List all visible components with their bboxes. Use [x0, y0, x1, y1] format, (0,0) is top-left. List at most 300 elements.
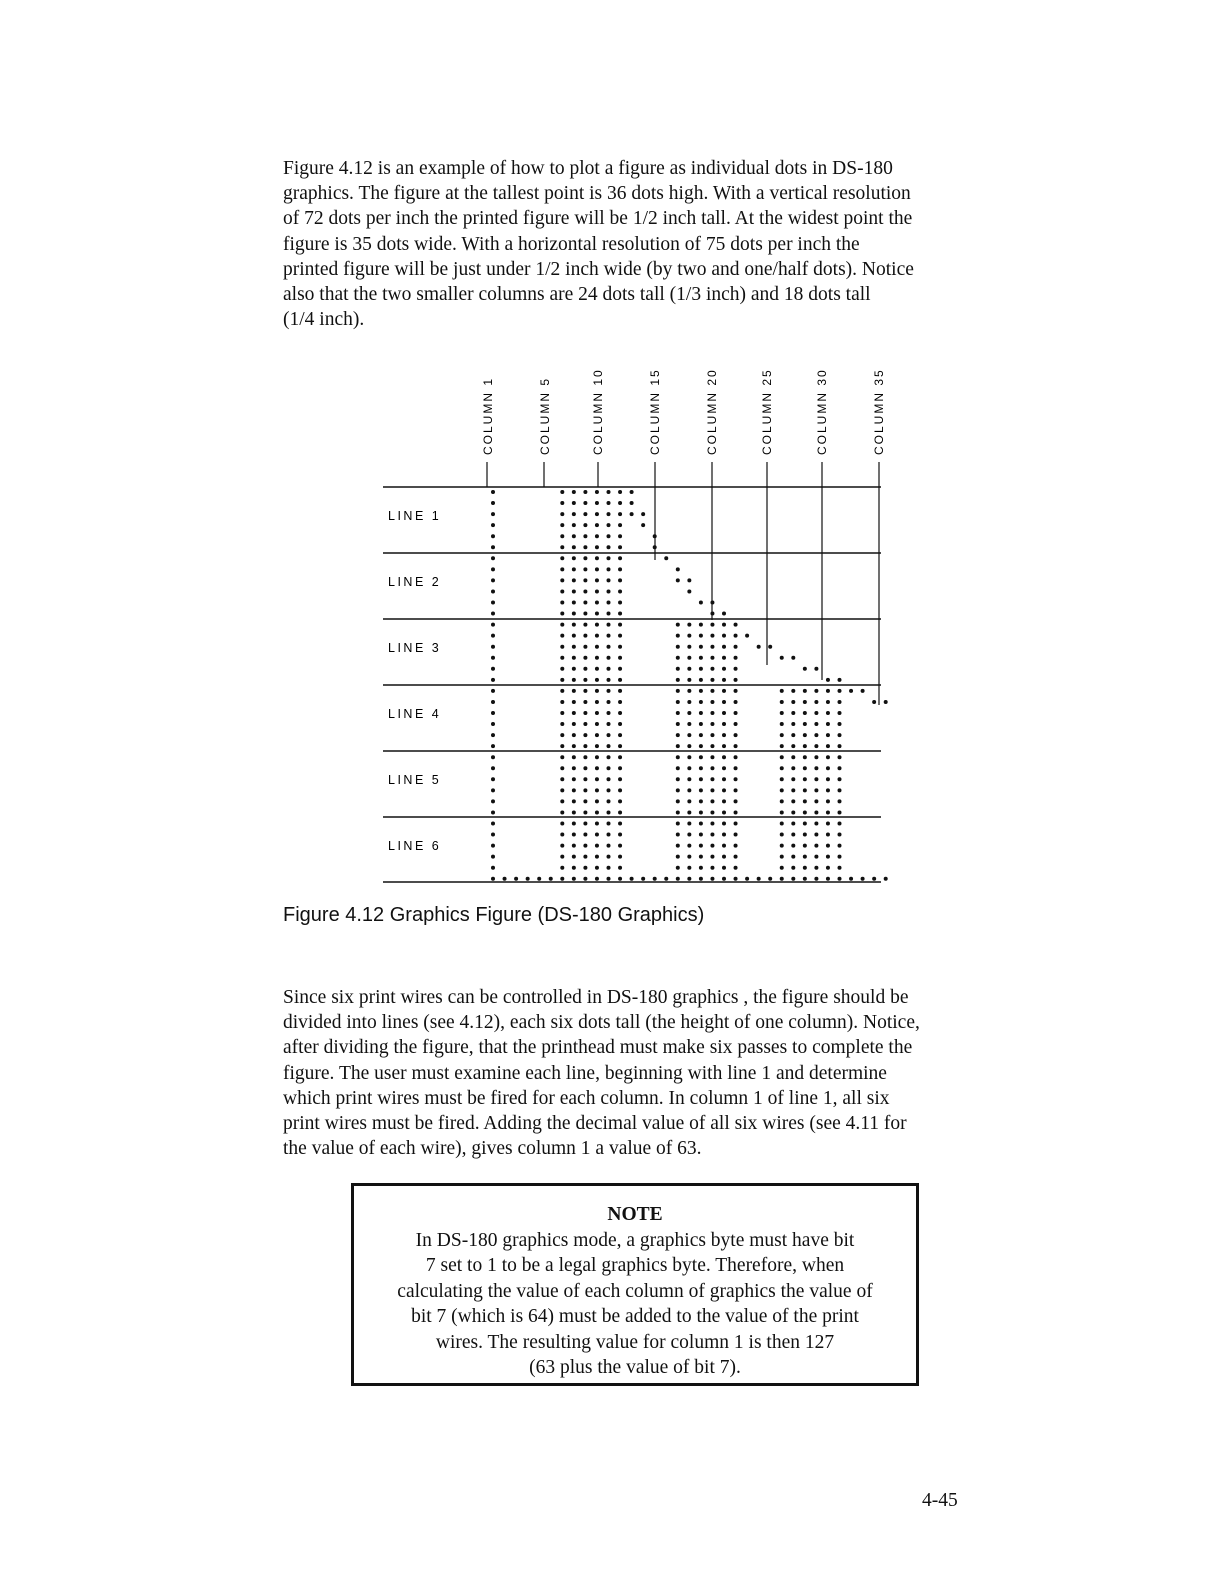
dot: [560, 877, 564, 881]
dot: [630, 490, 634, 494]
dot: [572, 822, 576, 826]
dot: [803, 711, 807, 715]
dot: [780, 810, 784, 814]
dot: [780, 744, 784, 748]
dot: [826, 799, 830, 803]
note-box: [351, 1183, 919, 1386]
column-label: COLUMN 15: [648, 368, 662, 455]
dot: [583, 833, 587, 837]
dot: [583, 766, 587, 770]
dot: [699, 601, 703, 605]
line-label: LINE 3: [388, 641, 442, 655]
dot: [838, 866, 842, 870]
dot: [618, 722, 622, 726]
dot: [803, 833, 807, 837]
dot: [687, 578, 691, 582]
dot: [607, 578, 611, 582]
dot: [780, 656, 784, 660]
dot: [722, 833, 726, 837]
dot: [676, 766, 680, 770]
dot: [572, 844, 576, 848]
dot: [676, 810, 680, 814]
dot: [583, 623, 587, 627]
dot: [687, 877, 691, 881]
dot: [583, 799, 587, 803]
dot: [491, 501, 495, 505]
dot: [560, 700, 564, 704]
dot: [572, 656, 576, 660]
dot: [722, 722, 726, 726]
dot: [734, 822, 738, 826]
dot: [583, 634, 587, 638]
dot: [826, 866, 830, 870]
dot: [572, 623, 576, 627]
dot: [618, 512, 622, 516]
dot: [491, 833, 495, 837]
dot: [618, 656, 622, 660]
dot: [560, 755, 564, 759]
dot: [826, 678, 830, 682]
dot: [491, 490, 495, 494]
dot: [560, 810, 564, 814]
dot: [699, 689, 703, 693]
dot: [595, 810, 599, 814]
dot: [491, 667, 495, 671]
dot: [583, 777, 587, 781]
dot: [803, 777, 807, 781]
dot: [676, 799, 680, 803]
dot: [745, 877, 749, 881]
dot: [780, 689, 784, 693]
dot: [734, 700, 738, 704]
dot: [699, 667, 703, 671]
dot: [572, 833, 576, 837]
dot: [560, 722, 564, 726]
dot: [607, 700, 611, 704]
dot: [595, 722, 599, 726]
dot: [676, 833, 680, 837]
dot: [803, 810, 807, 814]
dot: [560, 744, 564, 748]
dot: [583, 534, 587, 538]
dot: [560, 866, 564, 870]
dot: [607, 612, 611, 616]
dot: [838, 833, 842, 837]
dot: [572, 645, 576, 649]
dot: [710, 722, 714, 726]
dot: [734, 722, 738, 726]
dot: [687, 711, 691, 715]
dot: [560, 799, 564, 803]
dot: [491, 733, 495, 737]
dot: [710, 866, 714, 870]
dot: [676, 711, 680, 715]
dot: [583, 733, 587, 737]
dot: [618, 623, 622, 627]
dot: [607, 855, 611, 859]
dot: [595, 623, 599, 627]
dot: [814, 755, 818, 759]
dot: [687, 667, 691, 671]
dot: [734, 877, 738, 881]
dot: [560, 656, 564, 660]
dot: [607, 689, 611, 693]
dot: [607, 678, 611, 682]
dot: [560, 490, 564, 494]
dot: [791, 833, 795, 837]
dot: [676, 822, 680, 826]
dot: [803, 700, 807, 704]
dot: [560, 645, 564, 649]
dot: [884, 700, 888, 704]
dot: [699, 700, 703, 704]
line-label: LINE 4: [388, 707, 442, 721]
dot: [699, 634, 703, 638]
dot: [572, 501, 576, 505]
dot: [722, 711, 726, 715]
dot: [803, 667, 807, 671]
dot: [814, 866, 818, 870]
dot: [814, 844, 818, 848]
dot: [884, 877, 888, 881]
dot: [838, 722, 842, 726]
dot: [607, 567, 611, 571]
dot: [572, 866, 576, 870]
dot: [687, 689, 691, 693]
dot: [572, 567, 576, 571]
dot: [583, 556, 587, 560]
dot: [687, 810, 691, 814]
dot: [618, 700, 622, 704]
dot: [699, 866, 703, 870]
dot: [838, 777, 842, 781]
dot: [595, 744, 599, 748]
dot: [849, 877, 853, 881]
dot: [722, 822, 726, 826]
dot: [583, 667, 587, 671]
dot: [595, 855, 599, 859]
dot: [838, 744, 842, 748]
dot: [826, 755, 830, 759]
dot: [583, 578, 587, 582]
dot: [572, 556, 576, 560]
dot: [757, 877, 761, 881]
dot: [607, 656, 611, 660]
dot: [687, 766, 691, 770]
dot: [607, 545, 611, 549]
dot: [768, 645, 772, 649]
dot: [595, 777, 599, 781]
dot: [722, 733, 726, 737]
dot: [710, 601, 714, 605]
dot: [826, 822, 830, 826]
column-label: COLUMN 5: [538, 376, 552, 455]
dot: [814, 711, 818, 715]
dot: [687, 799, 691, 803]
dot: [491, 634, 495, 638]
dot: [803, 866, 807, 870]
dot: [722, 844, 726, 848]
dot: [560, 733, 564, 737]
dot: [722, 645, 726, 649]
dot: [710, 833, 714, 837]
dot: [607, 822, 611, 826]
dot: [710, 667, 714, 671]
dot: [491, 656, 495, 660]
dot: [607, 833, 611, 837]
dot: [734, 645, 738, 649]
dot: [838, 799, 842, 803]
dot: [618, 777, 622, 781]
note-title: NOTE: [607, 1204, 663, 1225]
dot: [826, 844, 830, 848]
dot: [780, 799, 784, 803]
dot: [572, 545, 576, 549]
dot: [838, 733, 842, 737]
dot: [491, 534, 495, 538]
dot: [826, 788, 830, 792]
dot: [595, 556, 599, 560]
dot: [861, 689, 865, 693]
dot: [607, 667, 611, 671]
dot: [826, 855, 830, 859]
dot: [734, 744, 738, 748]
dot: [491, 612, 495, 616]
dot: [791, 877, 795, 881]
dot: [595, 612, 599, 616]
dot: [583, 755, 587, 759]
dot: [838, 678, 842, 682]
dot: [722, 755, 726, 759]
dot: [687, 678, 691, 682]
dot: [572, 799, 576, 803]
dot: [526, 877, 530, 881]
dot: [687, 866, 691, 870]
dot: [838, 711, 842, 715]
dot: [676, 855, 680, 859]
dot: [676, 733, 680, 737]
dot: [653, 877, 657, 881]
dot: [687, 656, 691, 660]
dot: [687, 589, 691, 593]
dot: [699, 822, 703, 826]
dot: [872, 700, 876, 704]
dot: [676, 866, 680, 870]
dot: [734, 766, 738, 770]
dot: [710, 810, 714, 814]
dot: [595, 700, 599, 704]
dot: [607, 744, 611, 748]
dot: [607, 523, 611, 527]
dot: [710, 777, 714, 781]
dot: [583, 844, 587, 848]
dot: [572, 810, 576, 814]
dot: [699, 777, 703, 781]
dot: [664, 877, 668, 881]
dot: [826, 689, 830, 693]
dot: [607, 645, 611, 649]
dot: [595, 589, 599, 593]
dot: [618, 689, 622, 693]
dot: [664, 556, 668, 560]
dot: [838, 855, 842, 859]
dot: [710, 744, 714, 748]
dot: [618, 556, 622, 560]
dot: [803, 877, 807, 881]
dot: [699, 810, 703, 814]
line-label: LINE 5: [388, 773, 442, 787]
dot: [710, 623, 714, 627]
dot: [595, 490, 599, 494]
dot: [734, 711, 738, 715]
dot: [722, 788, 726, 792]
dot: [826, 766, 830, 770]
column-label: COLUMN 20: [705, 368, 719, 455]
dot: [838, 877, 842, 881]
body-paragraph: [283, 985, 920, 1161]
dot: [583, 589, 587, 593]
dot: [814, 788, 818, 792]
dot: [560, 512, 564, 516]
dot: [699, 711, 703, 715]
dot: [618, 545, 622, 549]
dot: [791, 722, 795, 726]
dot: [595, 866, 599, 870]
dot: [491, 744, 495, 748]
dot: [791, 777, 795, 781]
dot: [630, 501, 634, 505]
dot: [583, 855, 587, 859]
dot: [595, 711, 599, 715]
dot: [595, 877, 599, 881]
dot: [560, 788, 564, 792]
dot: [491, 755, 495, 759]
dot: [491, 545, 495, 549]
dot: [803, 689, 807, 693]
dot: [607, 601, 611, 605]
dot: [572, 700, 576, 704]
dot: [537, 877, 541, 881]
dot: [687, 788, 691, 792]
dot: [641, 523, 645, 527]
dot: [560, 822, 564, 826]
dot: [583, 877, 587, 881]
text-line: figure is 35 dots wide. With a horizontal resolution of 75 dots per inch the: [283, 233, 860, 255]
dot: [722, 799, 726, 803]
dot: [560, 667, 564, 671]
dot: [595, 822, 599, 826]
dot: [687, 755, 691, 759]
dot: [676, 722, 680, 726]
dot: [618, 645, 622, 649]
dot: [780, 866, 784, 870]
dot: [687, 744, 691, 748]
dot: [618, 766, 622, 770]
dot: [583, 711, 587, 715]
dot: [814, 822, 818, 826]
dot: [607, 799, 611, 803]
text-line: Figure 4.12 is an example of how to plot a figure as individual dots in DS-180: [283, 158, 893, 179]
dot: [791, 844, 795, 848]
dot: [676, 744, 680, 748]
dot: [676, 656, 680, 660]
dot: [710, 689, 714, 693]
dot: [560, 777, 564, 781]
dot: [838, 822, 842, 826]
dot: [572, 855, 576, 859]
dot: [560, 601, 564, 605]
dot: [687, 700, 691, 704]
dot: [572, 578, 576, 582]
dot: [734, 678, 738, 682]
dot: [595, 523, 599, 527]
dot: [572, 689, 576, 693]
dot: [676, 700, 680, 704]
dot: [699, 623, 703, 627]
dot: [583, 689, 587, 693]
dot: [618, 855, 622, 859]
dot: [491, 788, 495, 792]
dot: [583, 501, 587, 505]
dot: [780, 877, 784, 881]
dot: [826, 733, 830, 737]
dot: [491, 556, 495, 560]
dot: [699, 766, 703, 770]
dot: [618, 877, 622, 881]
dot: [595, 689, 599, 693]
dot: [814, 700, 818, 704]
dot: [687, 623, 691, 627]
dot: [838, 755, 842, 759]
column-label: COLUMN 1: [481, 376, 495, 455]
dot: [560, 634, 564, 638]
dot: [595, 799, 599, 803]
dot: [710, 645, 714, 649]
dot: [560, 589, 564, 593]
dot: [699, 877, 703, 881]
dot: [814, 810, 818, 814]
dot: [618, 501, 622, 505]
dot: [710, 634, 714, 638]
dot: [838, 810, 842, 814]
dot: [595, 733, 599, 737]
dot: [491, 822, 495, 826]
dot: [791, 755, 795, 759]
dot: [722, 689, 726, 693]
dot: [699, 799, 703, 803]
dot: [607, 556, 611, 560]
dot: [687, 733, 691, 737]
dot: [687, 855, 691, 859]
dot: [676, 678, 680, 682]
dot: [583, 512, 587, 516]
dot: [595, 545, 599, 549]
dot: [826, 810, 830, 814]
dot: [676, 877, 680, 881]
dot: [491, 645, 495, 649]
dot: [803, 744, 807, 748]
column-label: COLUMN 10: [591, 368, 605, 455]
dot: [560, 501, 564, 505]
dot: [491, 523, 495, 527]
dot: [780, 833, 784, 837]
dot: [734, 810, 738, 814]
dot: [780, 700, 784, 704]
note-line: calculating the value of each column of graphics the value of: [397, 1280, 873, 1302]
dot: [803, 722, 807, 726]
dot: [491, 601, 495, 605]
dot: [618, 844, 622, 848]
